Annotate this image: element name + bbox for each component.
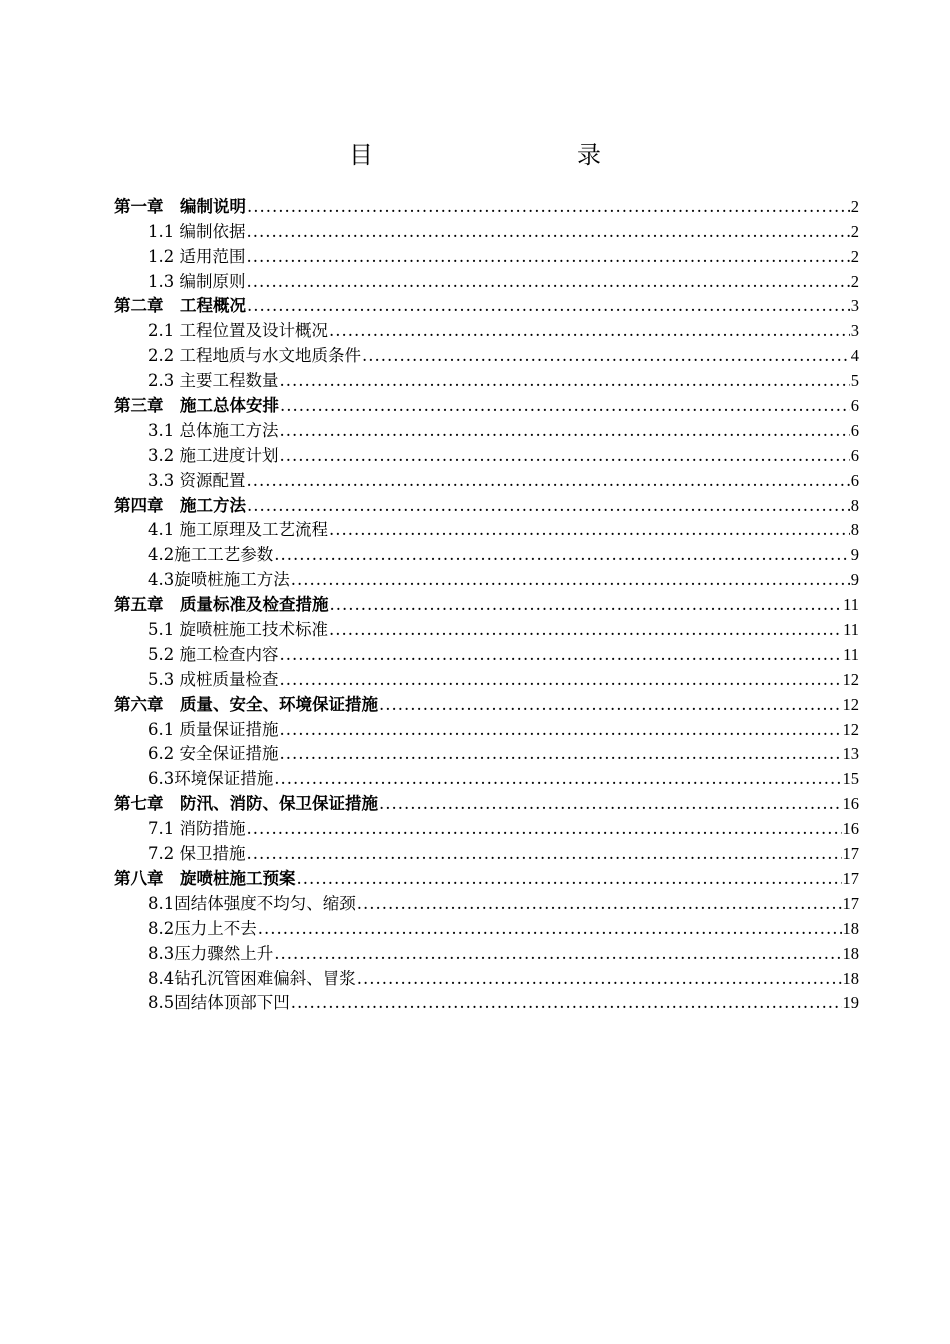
toc-dot-leader (280, 420, 850, 442)
toc-dot-leader (330, 594, 843, 616)
toc-entry-label: 2.2 工程地质与水文地质条件 (148, 346, 361, 366)
toc-page-number: 18 (842, 918, 859, 938)
toc-section-entry[interactable] (114, 467, 859, 492)
toc-chapter-entry[interactable] (114, 193, 859, 218)
toc-section-entry[interactable] (114, 765, 859, 790)
toc-page-number: 12 (842, 694, 859, 714)
toc-entry-label: 1.2 适用范围 (148, 246, 246, 266)
toc-chapter-entry[interactable] (114, 790, 859, 815)
toc-page-number: 6 (850, 445, 859, 465)
toc-dot-leader (258, 918, 842, 940)
toc-chapter-entry[interactable] (114, 293, 859, 318)
toc-section-entry[interactable] (114, 342, 859, 367)
toc-section-entry[interactable] (114, 566, 859, 591)
toc-entry-label: 第五章 质量标准及检查措施 (114, 595, 329, 615)
toc-section-entry[interactable] (114, 741, 859, 766)
toc-page-number: 4 (850, 346, 859, 366)
toc-entry-label: 4.1 施工原理及工艺流程 (148, 520, 328, 540)
toc-dot-leader (247, 470, 850, 492)
toc-dot-leader (280, 445, 850, 467)
toc-entry-label: 8.2压力上不去 (148, 918, 257, 938)
toc-entry-label: 3.2 施工进度计划 (148, 445, 279, 465)
toc-page-number: 11 (843, 620, 859, 640)
toc-entry-label: 5.3 成桩质量检查 (148, 669, 279, 689)
toc-section-entry[interactable] (114, 243, 859, 268)
toc-entry-label: 5.2 施工检查内容 (148, 644, 279, 664)
toc-page-number: 12 (842, 719, 859, 739)
toc-dot-leader (274, 544, 850, 566)
toc-dot-leader (280, 719, 842, 741)
toc-section-entry[interactable] (114, 317, 859, 342)
toc-page-number: 15 (842, 769, 859, 789)
toc-dot-leader (297, 868, 842, 890)
toc-dot-leader (379, 793, 842, 815)
toc-page-number: 2 (850, 196, 859, 216)
toc-entry-label: 第七章 防汛、消防、保卫保证措施 (114, 794, 378, 814)
toc-entry-label: 7.1 消防措施 (148, 819, 246, 839)
toc-page-number: 13 (842, 744, 859, 764)
toc-page-number: 2 (850, 221, 859, 241)
toc-section-entry[interactable] (114, 965, 859, 990)
toc-dot-leader (280, 395, 850, 417)
toc-dot-leader (274, 768, 841, 790)
toc-dot-leader (329, 619, 842, 641)
toc-chapter-entry[interactable] (114, 691, 859, 716)
toc-page-number: 19 (842, 993, 859, 1013)
toc-section-entry[interactable] (114, 417, 859, 442)
toc-page-number: 3 (850, 321, 859, 341)
toc-dot-leader (280, 644, 843, 666)
toc-entry-label: 4.2施工工艺参数 (148, 545, 274, 565)
toc-dot-leader (247, 843, 842, 865)
toc-page-number: 17 (842, 844, 859, 864)
toc-entry-label: 6.3环境保证措施 (148, 769, 274, 789)
toc-page-number: 8 (850, 495, 859, 515)
toc-section-entry[interactable] (114, 641, 859, 666)
toc-page-number: 6 (850, 470, 859, 490)
toc-page-number: 11 (843, 595, 859, 615)
toc-section-entry[interactable] (114, 990, 859, 1015)
toc-entry-label: 8.4钻孔沉管困难偏斜、冒浆 (148, 968, 356, 988)
toc-page-number: 3 (850, 296, 859, 316)
toc-page-number: 6 (850, 420, 859, 440)
toc-section-entry[interactable] (114, 541, 859, 566)
toc-chapter-entry[interactable] (114, 392, 859, 417)
toc-entry-label: 7.2 保卫措施 (148, 844, 246, 864)
toc-dot-leader (247, 196, 850, 218)
toc-dot-leader (247, 818, 842, 840)
toc-section-entry[interactable] (114, 517, 859, 542)
toc-entry-label: 6.1 质量保证措施 (148, 719, 279, 739)
toc-dot-leader (247, 495, 850, 517)
toc-dot-leader (291, 992, 842, 1014)
toc-section-entry[interactable] (114, 268, 859, 293)
toc-entry-label: 第一章 编制说明 (114, 196, 246, 216)
toc-entry-label: 8.3压力骤然上升 (148, 943, 274, 963)
toc-dot-leader (329, 519, 850, 541)
toc-dot-leader (280, 743, 842, 765)
toc-section-entry[interactable] (114, 616, 859, 641)
toc-entry-label: 3.3 资源配置 (148, 470, 246, 490)
toc-section-entry[interactable] (114, 890, 859, 915)
toc-entry-label: 1.1 编制依据 (148, 221, 246, 241)
toc-dot-leader (247, 295, 850, 317)
toc-page-number: 9 (850, 545, 859, 565)
toc-section-entry[interactable] (114, 442, 859, 467)
toc-page-number: 2 (850, 246, 859, 266)
toc-page-number: 17 (842, 868, 859, 888)
toc-dot-leader (280, 669, 842, 691)
toc-section-entry[interactable] (114, 915, 859, 940)
toc-page-number: 18 (842, 943, 859, 963)
toc-dot-leader (357, 968, 842, 990)
toc-page-number: 2 (850, 271, 859, 291)
toc-entry-label: 2.3 主要工程数量 (148, 371, 279, 391)
toc-section-entry[interactable] (114, 840, 859, 865)
toc-page-number: 9 (850, 570, 859, 590)
toc-page-number: 17 (842, 893, 859, 913)
toc-entry-label: 3.1 总体施工方法 (148, 420, 279, 440)
toc-section-entry[interactable] (114, 218, 859, 243)
toc-page-number: 18 (842, 968, 859, 988)
toc-dot-leader (247, 221, 850, 243)
toc-entry-label: 第三章 施工总体安排 (114, 396, 279, 416)
toc-dot-leader (291, 569, 850, 591)
toc-entry-label: 第二章 工程概况 (114, 296, 246, 316)
toc-title: 目 录 (349, 141, 653, 169)
toc-entry-label: 6.2 安全保证措施 (148, 744, 279, 764)
toc-page-number: 6 (850, 396, 859, 416)
toc-page-number: 16 (842, 819, 859, 839)
toc-dot-leader (362, 345, 850, 367)
toc-page-number: 11 (843, 644, 859, 664)
toc-entry-label: 5.1 旋喷桩施工技术标准 (148, 620, 328, 640)
toc-page-number: 12 (842, 669, 859, 689)
toc-page-number: 8 (850, 520, 859, 540)
toc-entry-label: 第四章 施工方法 (114, 495, 246, 515)
toc-section-entry[interactable] (114, 815, 859, 840)
toc-chapter-entry[interactable] (114, 865, 859, 890)
toc-chapter-entry[interactable] (114, 591, 859, 616)
toc-entry-label: 2.1 工程位置及设计概况 (148, 321, 328, 341)
toc-dot-leader (357, 893, 842, 915)
toc-dot-leader (274, 943, 841, 965)
toc-dot-leader (329, 320, 850, 342)
toc-dot-leader (379, 694, 842, 716)
toc-entry-label: 第八章 旋喷桩施工预案 (114, 868, 296, 888)
toc-dot-leader (247, 271, 850, 293)
toc-chapter-entry[interactable] (114, 492, 859, 517)
toc-page-number: 16 (842, 794, 859, 814)
toc-section-entry[interactable] (114, 716, 859, 741)
toc-entry-label: 第六章 质量、安全、环境保证措施 (114, 694, 378, 714)
toc-dot-leader (280, 370, 850, 392)
toc-entry-label: 4.3旋喷桩施工方法 (148, 570, 290, 590)
toc-section-entry[interactable] (114, 367, 859, 392)
toc-page-number: 5 (850, 371, 859, 391)
toc-entry-label: 8.1固结体强度不均匀、缩颈 (148, 893, 356, 913)
toc-section-entry[interactable] (114, 940, 859, 965)
toc-section-entry[interactable] (114, 666, 859, 691)
toc-entry-label: 8.5固结体顶部下凹 (148, 993, 290, 1013)
toc-entry-label: 1.3 编制原则 (148, 271, 246, 291)
table-of-contents (114, 193, 859, 1014)
toc-dot-leader (247, 246, 850, 268)
